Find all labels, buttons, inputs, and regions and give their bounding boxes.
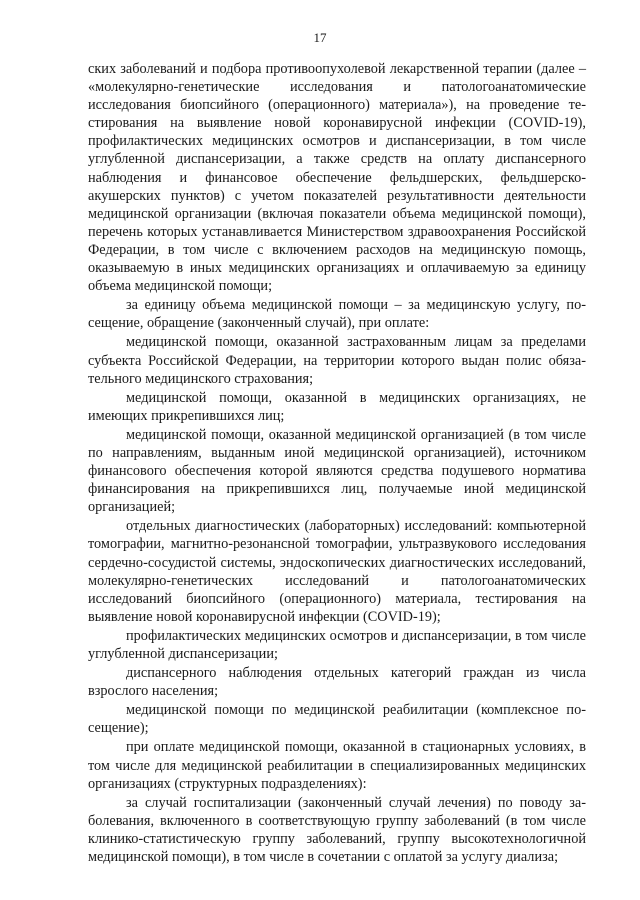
page-number: 17 (313, 30, 327, 45)
paragraph-dispensary: диспансерного наблюдения отдельных категорий граждан из числа взрослого населения; (88, 665, 586, 700)
paragraph-hospitalization: за случай госпитализации (законченный случай лечения) по поводу заболевания, включенного в соответствующую группу заболеваний (в том числе клинико-статистическую группу заболеваний, группу высокотехнологичной медицинской помощи), в том числе в сочетании с оплатой за услугу диализа; (88, 794, 586, 866)
document-body (88, 60, 586, 867)
paragraph-continuation: ских заболеваний и подбора противоопухолевой лекарственной терапии (далее – «молекулярно-генетические исследования и патологоанатомические исследования биопсийного (операционного) материала»), на проведение тестирования на выявление новой коронавирусной инфекции (COVID-19), профилактических медицинских осмотров и диспансеризации, в том числе углубленной диспансеризации, а также средств на оплату диспансерного наблюдения и финансовое обеспечение фельдшерских, фельдшерско-акушерских пунктов) с учетом показателей результативности деятельности медицинской организации (включая показатели объема медицинской помощи), перечень которых устанавливается Министерством здравоохранения Российской Федерации, в том числе с включением расходов на медицинскую помощь, оказываемую в иных медицинских организациях и оплачиваемую за единицу объема медицинской помощи; (88, 61, 586, 295)
paragraph-unit-of-care: за единицу объема медицинской помощи – за медицинскую услугу, посещение, обращение (законченный случай), при оплате: (88, 297, 586, 332)
paragraph-no-attached: медицинской помощи, оказанной в медицинских организациях, не имеющих прикрепившихся лиц; (88, 389, 586, 424)
paragraph-rehabilitation: медицинской помощи по медицинской реабилитации (комплексное посещение); (88, 702, 586, 737)
paragraph-referrals: медицинской помощи, оказанной медицинской организацией (в том числе по направлениям, выданным иной медицинской организацией), источником финансового обеспечения которой являются средства подушевого норматива финансирования на прикрепившихся лиц, получаемые иной медицинской организацией; (88, 426, 586, 516)
paragraph-inpatient: при оплате медицинской помощи, оказанной в стационарных условиях, в том числе для медицинской реабилитации в специализированных медицинских организациях (структурных подразделениях): (88, 739, 586, 792)
paragraph-preventive: профилактических медицинских осмотров и диспансеризации, в том числе углубленной диспансеризации; (88, 627, 586, 662)
paragraph-diagnostics: отдельных диагностических (лабораторных) исследований: компьютерной томографии, магнитно-резонансной томографии, ультразвукового исследования сердечно-сосудистой системы, эндоскопических диагностических исследований, молекулярно-генетических исследований и патологоанатомических исследований биопсийного (операционного) материала, тестирования на выявление новой коронавирусной инфекции (COVID-19); (88, 518, 586, 625)
paragraph-outside-region: медицинской помощи, оказанной застрахованным лицам за пределами субъекта Российской Федерации, на территории которого выдан полис обязательного медицинского страхования; (88, 334, 586, 387)
